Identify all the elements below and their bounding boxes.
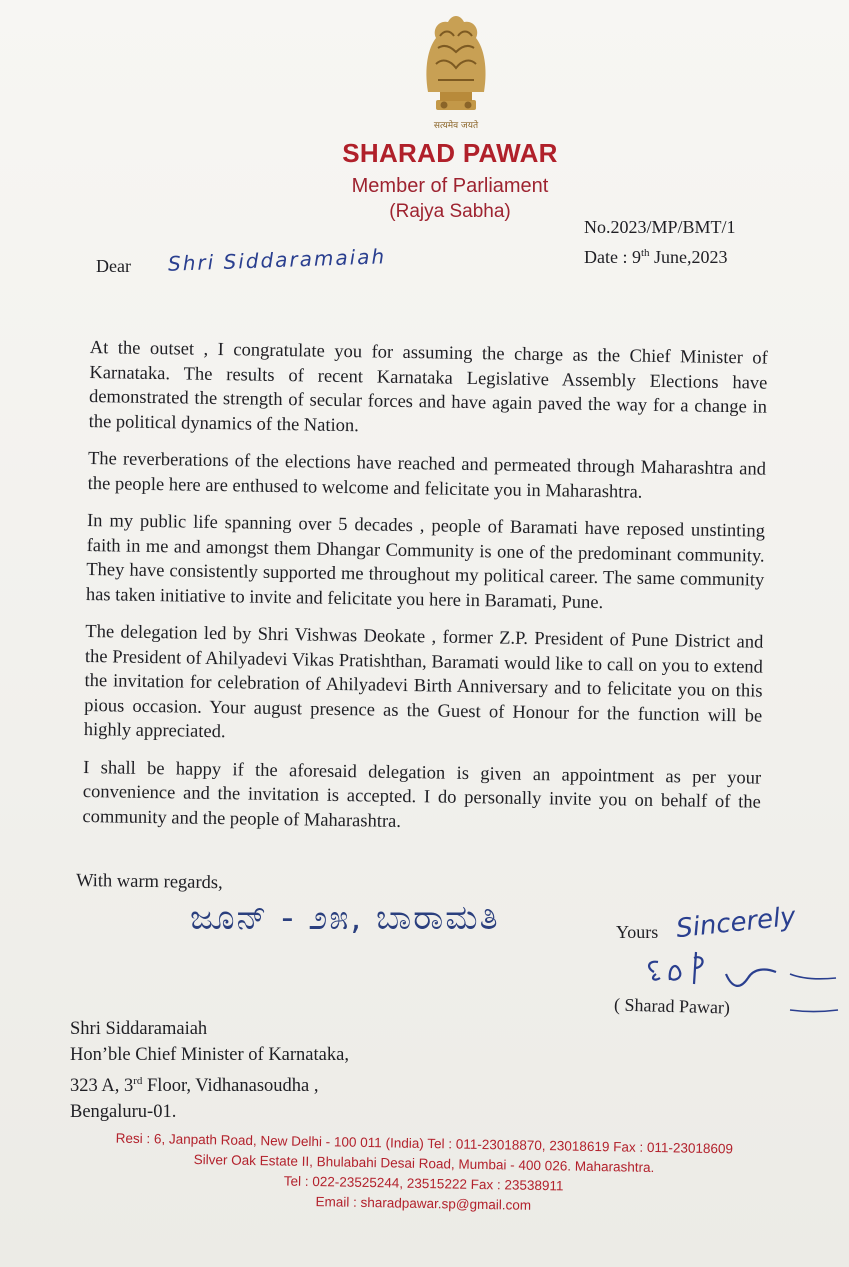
- letter-body: [82, 336, 768, 853]
- addressee-city: Bengaluru-01.: [70, 1102, 177, 1123]
- address-sup: rd: [133, 1075, 143, 1087]
- addressee-name: Shri Siddaramaiah: [70, 1019, 208, 1039]
- salutation: Dear: [96, 256, 131, 276]
- letterhead-footer: [0, 1127, 849, 1222]
- body-paragraph-4: The delegation led by Shri Vishwas Deokate , former Z.P. President of Pune District and the President of Ahilyadevi Vikas Pratishthan, Baramati would like to call on you to extend the invitation for celebration of Ahilyadevi Birth Anniversary and to felicitate you on this pious occasion. Your august presence as the Guest of Honour for the function will be highly appreciated.: [83, 621, 764, 743]
- date-suffix: June,2023: [649, 247, 728, 267]
- sender-house: (Rajya Sabha): [389, 201, 511, 222]
- handwritten-kannada-note: ಜೂನ್ - ೨೫, ಬಾರಾಮತಿ: [190, 898, 500, 938]
- date-sup: th: [640, 247, 650, 259]
- body-paragraph-2: The reverberations of the elections have reached and permeated through Maharashtra and the people here are enthused to welcome and felicitate you in Maharashtra.: [87, 448, 767, 503]
- footer-phone: Tel : 022-23525244, 23515222 Fax : 23538911: [283, 1173, 564, 1194]
- letter-date: [584, 240, 736, 270]
- reference-block: [584, 214, 736, 270]
- footer-email: Email : sharadpawar.sp@gmail.com: [315, 1194, 532, 1213]
- footer-mumbai-address: Silver Oak Estate II, Bhulabahi Desai Road, Mumbai - 400 026. Maharashtra.: [193, 1151, 655, 1176]
- national-emblem-icon: [414, 8, 498, 134]
- addressee-block: [70, 1016, 349, 1125]
- date-prefix: Date : 9: [584, 247, 641, 267]
- emblem-motto: सत्यमेव जयते: [433, 121, 479, 131]
- handwritten-sincerely: Sincerely: [674, 901, 798, 945]
- body-paragraph-1: At the outset , I congratulate you for assuming the charge as the Chief Minister of Karnataka. The results of recent Karnataka Legislative Assembly Elections have demonstrated the strength of secular forces and have again paved the way for a change in the political dynamics of the Nation.: [88, 337, 768, 436]
- body-paragraph-3: In my public life spanning over 5 decades , people of Baramati have reposed unstinting faith in me and amongst them Dhangar Community is one of the predominant community. They have consistently supported me throughout my political career. The same community has taken initiative to invite and felicitate you here in Baramati, Pune.: [85, 510, 766, 613]
- letterhead: [300, 138, 600, 223]
- reference-number: No.2023/MP/BMT/1: [584, 217, 736, 237]
- handwritten-addressee-name: Shri Siddaramaiah: [167, 244, 387, 276]
- yours-label: Yours: [616, 922, 659, 942]
- footer-residence: Resi : 6, Janpath Road, New Delhi - 100 011 (India) Tel : 011-23018870, 23018619 Fax : 011-23018609: [115, 1130, 734, 1157]
- body-paragraph-5: I shall be happy if the aforesaid delegation is given an appointment as per your convenience and the invitation is accepted. I do personally invite you on behalf of the community and the people of Maharashtra.: [82, 757, 762, 832]
- addressee-designation: Hon’ble Chief Minister of Karnataka,: [70, 1045, 349, 1065]
- signer-name: ( Sharad Pawar): [613, 994, 731, 1018]
- address-prefix: 323 A, 3: [70, 1076, 134, 1097]
- closing-regards: With warm regards,: [75, 870, 223, 894]
- sender-title: Member of Parliament: [351, 175, 549, 197]
- sender-name: SHARAD PAWAR: [342, 138, 558, 168]
- address-suffix: Floor, Vidhanasoudha ,: [142, 1076, 319, 1097]
- addressee-address: [70, 1068, 349, 1099]
